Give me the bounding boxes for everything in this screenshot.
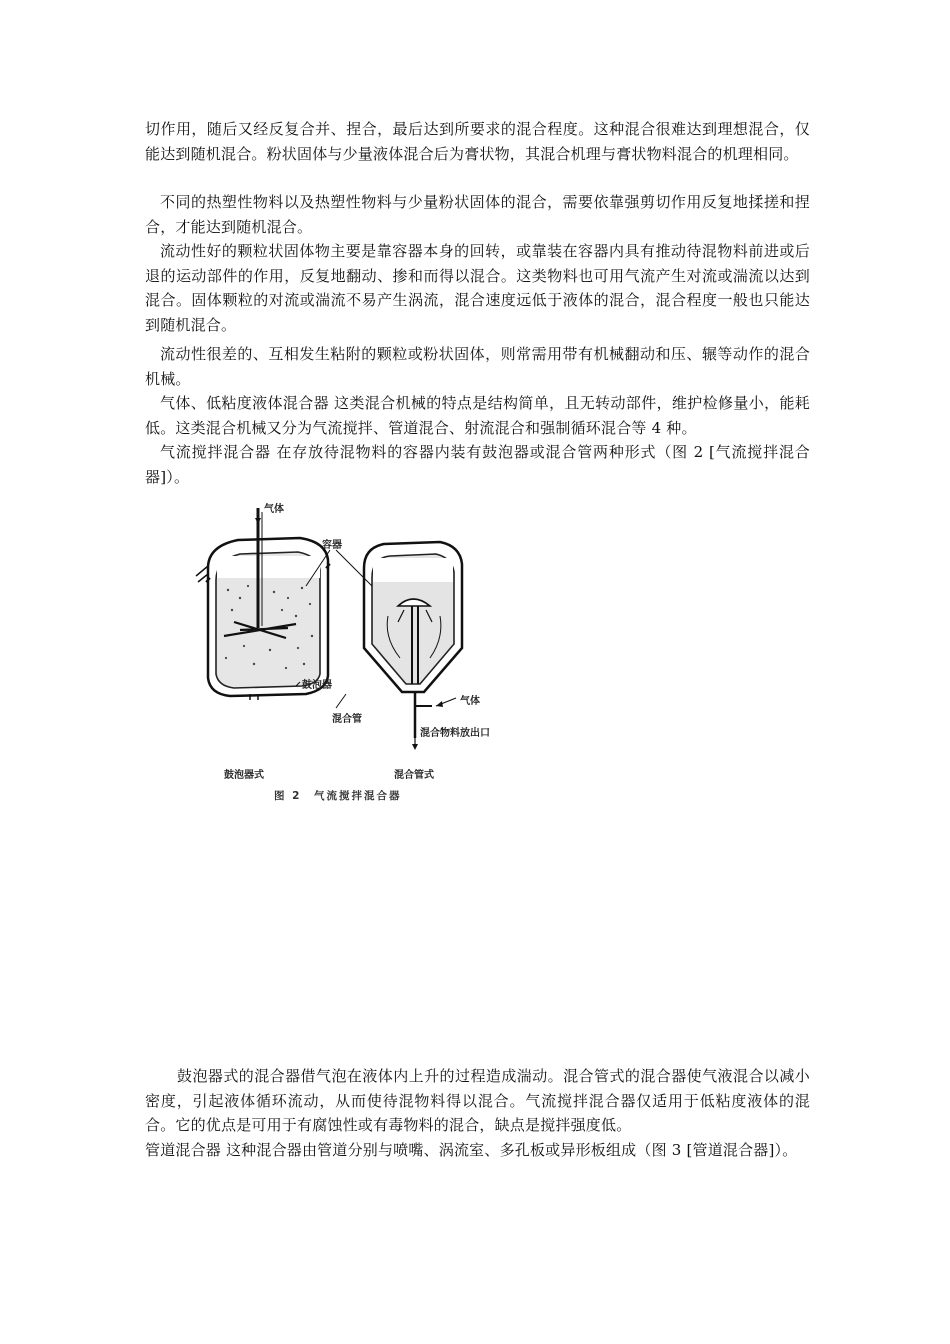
paragraph-7: 鼓泡器式的混合器借气泡在液体内上升的过程造成湍动。混合管式的混合器使气液混合以减小密度，引起液体循环流动，从而使待混物料得以混合。气流搅拌混合器仅适用于低粘度液体的混合。它的优点是可用于有腐蚀性或有毒物料的混合，缺点是搅拌强度低。 <box>145 1067 810 1134</box>
paragraph-4: 流动性很差的、互相发生粘附的颗粒或粉状固体，则常需用带有机械翻动和压、辗等动作的混合机械。 <box>145 345 810 388</box>
label-mixing-tube: 混合管 <box>332 714 362 725</box>
label-gas-right: 气体 <box>460 696 480 707</box>
mixer-diagram <box>178 498 513 808</box>
label-outlet: 混合物料放出口 <box>420 728 490 739</box>
paragraph-5: 气体、低粘度液体混合器 这类混合机械的特点是结构简单，且无转动部件，维护检修量小，能耗低。这类混合机械又分为气流搅拌、管道混合、射流混合和强制循环混合等 4 种。 <box>145 394 810 437</box>
paragraph-1: 切作用，随后又经反复合并、捏合，最后达到所要求的混合程度。这种混合很难达到理想混合，仅能达到随机混合。粉状固体与少量液体混合后为膏状物，其混合机理与膏状物料混合的机理相同。 <box>145 120 810 163</box>
caption-left: 鼓泡器式 <box>224 770 264 781</box>
paragraph-3: 流动性好的颗粒状固体物主要是靠容器本身的回转，或靠装在容器内具有推动待混物料前进或后退的运动部件的作用，反复地翻动、掺和而得以混合。这类物料也可用气流产生对流或湍流以达到混合。固体颗粒的对流或湍流不易产生涡流，混合速度远低于液体的混合，混合程度一般也只能达到随机混合。 <box>145 242 810 334</box>
label-bubbler: 鼓泡器 <box>302 680 332 691</box>
paragraph-8: 管道混合器 这种混合器由管道分别与喷嘴、涡流室、多孔板或异形板组成（图 3 [管道混合器]）。 <box>145 1141 798 1159</box>
label-gas-top: 气体 <box>264 504 284 515</box>
paragraph-2: 不同的热塑性物料以及热塑性物料与少量粉状固体的混合，需要依靠强剪切作用反复地揉搓和捏合，才能达到随机混合。 <box>145 193 810 236</box>
label-container: 容器 <box>322 540 342 551</box>
paragraph-6: 气流搅拌混合器 在存放待混物料的容器内装有鼓泡器或混合管两种形式（图 2 [气流搅拌混合器]）。 <box>145 443 810 486</box>
caption-right: 混合管式 <box>394 770 434 781</box>
figure-gas-agitation-mixer <box>178 498 513 808</box>
figure-caption: 图 2 气流搅拌混合器 <box>274 790 402 802</box>
